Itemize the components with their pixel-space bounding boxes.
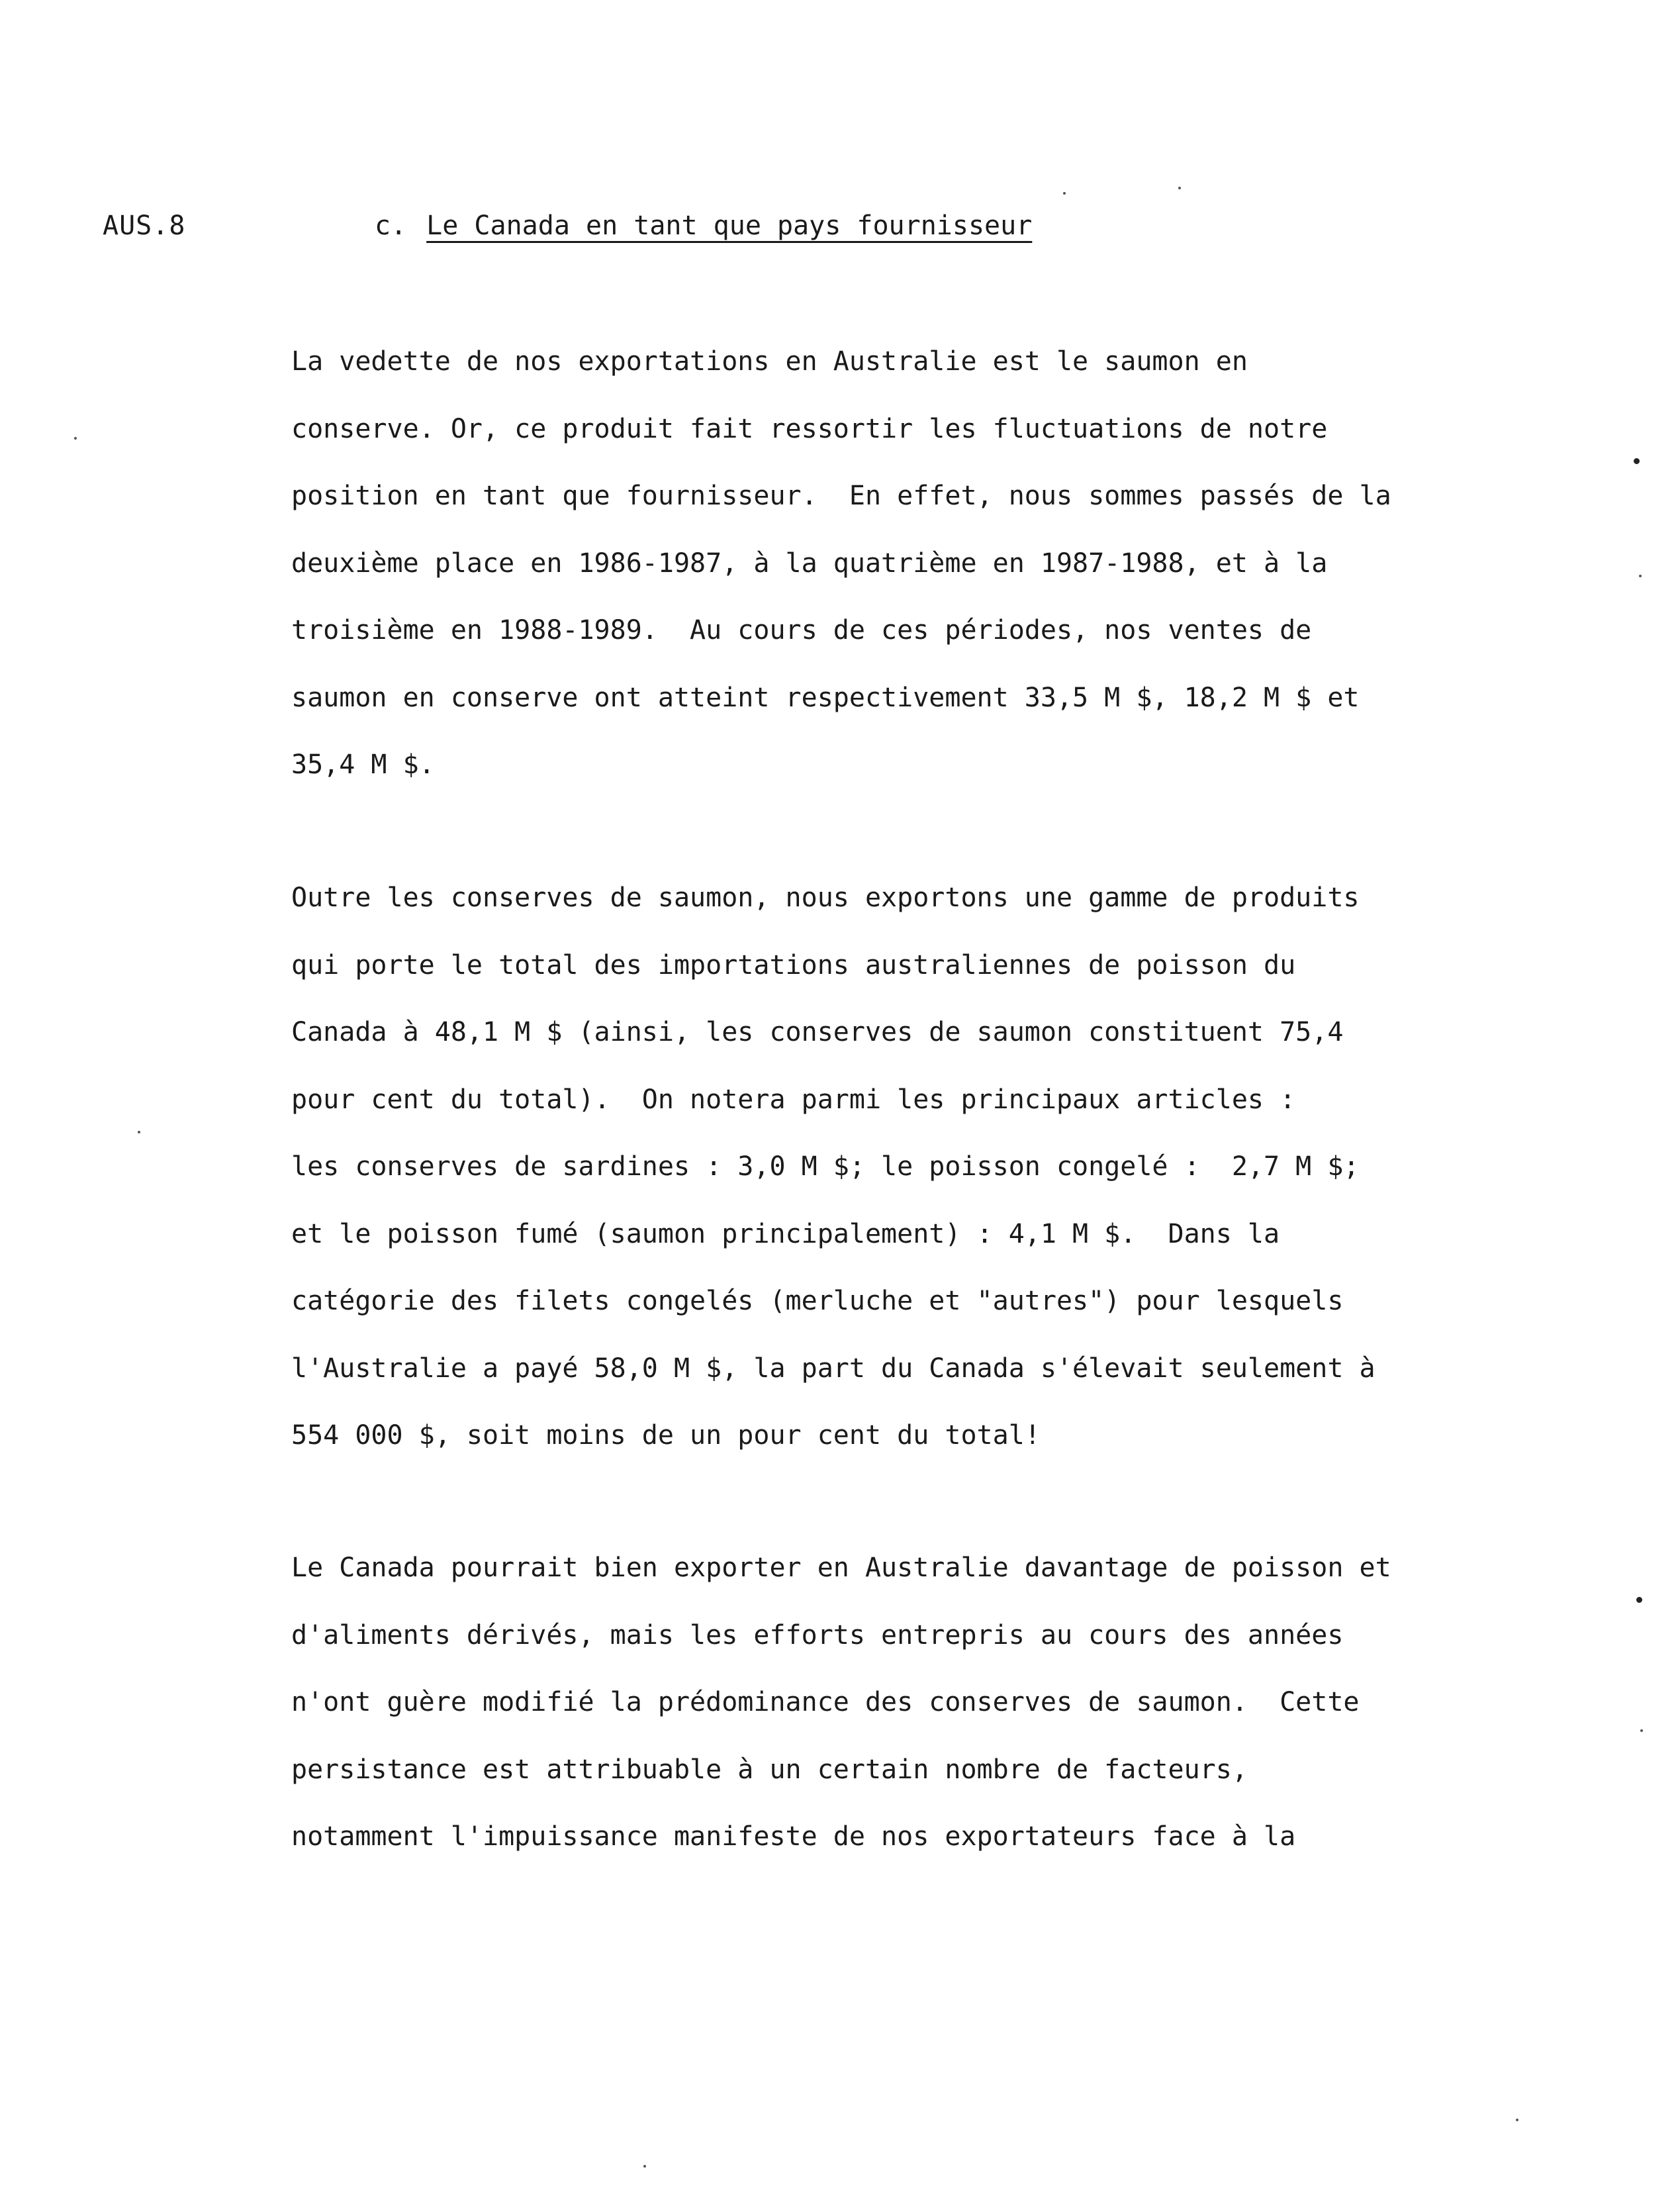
scan-speck — [1063, 192, 1066, 195]
page-reference: AUS.8 — [103, 211, 186, 241]
paragraph-line: saumon en conserve ont atteint respectivement 33,5 M $, 18,2 M $ et — [291, 682, 1360, 713]
paragraph-1 — [291, 328, 1522, 799]
paragraph-line: les conserves de sardines : 3,0 M $; le poisson congelé : 2,7 M $; — [291, 1151, 1360, 1182]
scan-speck — [1640, 1729, 1643, 1732]
section-heading — [375, 211, 1032, 241]
paragraph-line: troisième en 1988-1989. Au cours de ces périodes, nos ventes de — [291, 615, 1312, 646]
section-letter: c. — [375, 211, 407, 241]
paragraph-line: 554 000 $, soit moins de un pour cent du total! — [291, 1420, 1041, 1451]
paragraph-line: catégorie des filets congelés (merluche et "autres") pour lesquels — [291, 1286, 1344, 1316]
paragraph-line: pour cent du total). On notera parmi les principaux articles : — [291, 1084, 1296, 1115]
paragraph-line: d'aliments dérivés, mais les efforts entrepris au cours des années — [291, 1619, 1344, 1651]
paragraph-2 — [291, 865, 1522, 1470]
paragraph-line: n'ont guère modifié la prédominance des conserves de saumon. Cette — [291, 1687, 1360, 1717]
scan-speck — [1639, 575, 1642, 577]
scan-speck — [1178, 187, 1181, 189]
paragraph-line: Canada à 48,1 M $ (ainsi, les conserves de saumon constituent 75,4 — [291, 1017, 1344, 1047]
paragraph-line: conserve. Or, ce produit fait ressortir les fluctuations de notre — [291, 413, 1328, 444]
section-title: Le Canada en tant que pays fournisseur — [426, 211, 1033, 241]
paragraph-line: position en tant que fournisseur. En effet, nous sommes passés de la — [291, 481, 1391, 511]
scan-speck — [74, 437, 77, 440]
paragraph-line: deuxième place en 1986-1987, à la quatrième en 1987-1988, et à la — [291, 548, 1328, 579]
scan-speck — [1516, 2119, 1518, 2121]
scan-speck — [1636, 1597, 1642, 1603]
scan-speck — [1634, 458, 1640, 464]
paragraph-line: Le Canada pourrait bien exporter en Australie davantage de poisson et — [291, 1553, 1391, 1583]
paragraph-line: persistance est attribuable à un certain nombre de facteurs, — [291, 1754, 1248, 1785]
paragraph-3 — [291, 1535, 1522, 1871]
paragraph-line: et le poisson fumé (saumon principalement) : 4,1 M $. Dans la — [291, 1218, 1280, 1249]
scan-speck — [643, 2165, 646, 2168]
scan-speck — [138, 1131, 140, 1133]
paragraph-line: qui porte le total des importations australiennes de poisson du — [291, 949, 1296, 981]
paragraph-line: notamment l'impuissance manifeste de nos exportateurs face à la — [291, 1821, 1296, 1852]
paragraph-line: La vedette de nos exportations en Australie est le saumon en — [291, 346, 1248, 377]
paragraph-line: 35,4 M $. — [291, 749, 435, 780]
paragraph-line: Outre les conserves de saumon, nous exportons une gamme de produits — [291, 883, 1360, 913]
paragraph-line: l'Australie a payé 58,0 M $, la part du Canada s'élevait seulement à — [291, 1353, 1376, 1384]
